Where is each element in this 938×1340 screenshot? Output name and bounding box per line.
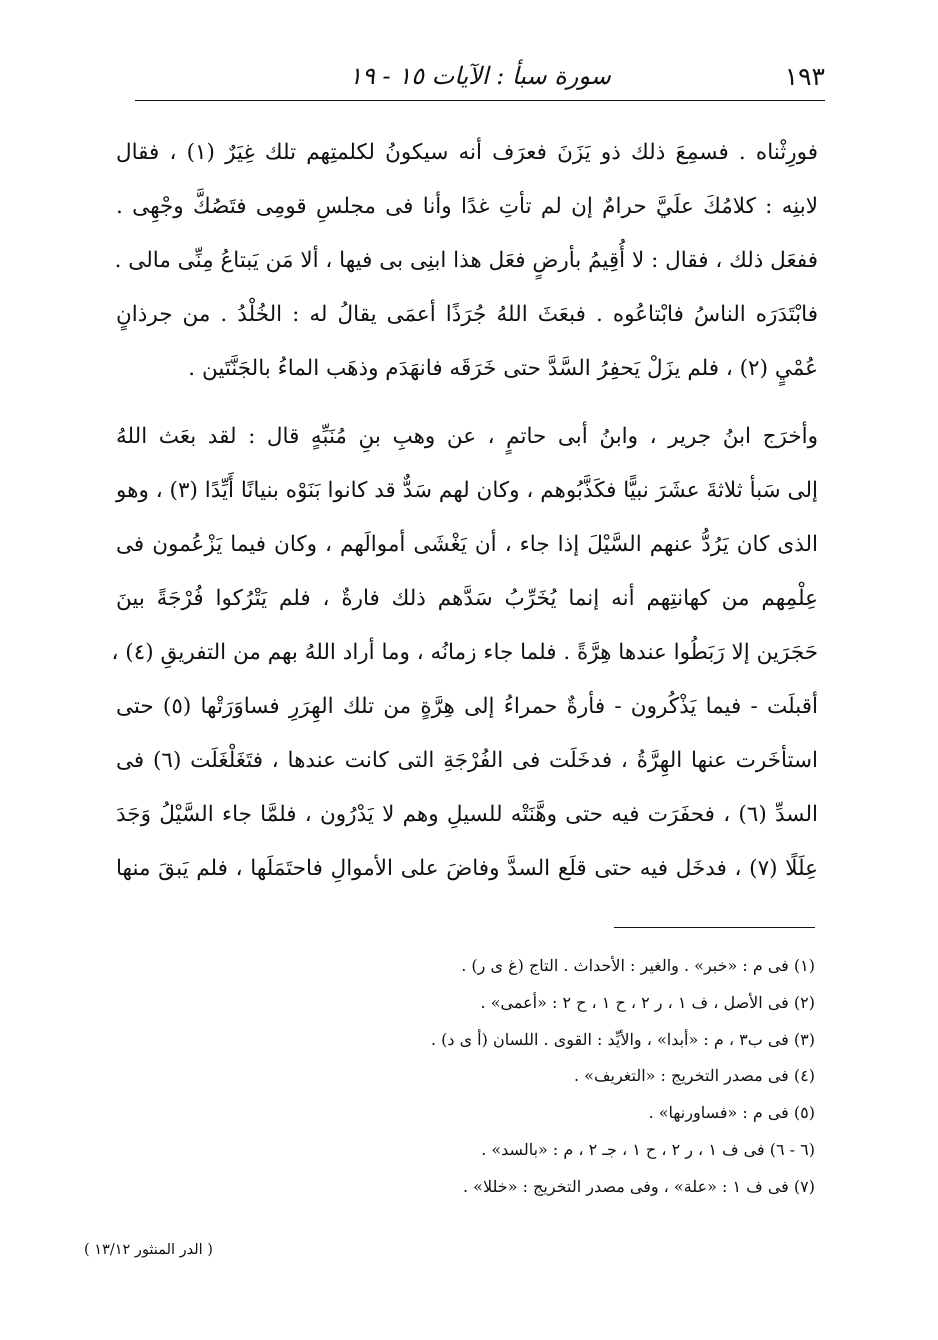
text-line: عِلْمِهم من كهانتِهم أنه إنما يُخَرِّبُ سَدَّهم ذلك فارةٌ ، فلم يَتْرُكوا فُرْجَةً بينَ bbox=[116, 586, 818, 611]
text-line: حَجَرَين إلا رَبَطُوا عندها هِرَّةً . فلما جاء زمانُه ، وما أراد اللهُ بهم من التفريقِ (٤) ، bbox=[111, 640, 818, 665]
text-line: استأخَرت عنها الهِرَّةُ ، فدخَلَت فى الفُرْجَةِ التى كانت عندها ، فتَغَلْغَلَت (٦) فى bbox=[116, 748, 819, 773]
text-line: فورِثْناه . فسمِعَ ذلك ذو يَزَنَ فعرَف أنه سيكونُ لكلمتِهم تلك غِيَرٌ (١) ، فقال bbox=[116, 140, 818, 165]
footnote: (٦ - ٦) فى ف ١ ، ر ٢ ، ح ١ ، جـ ٢ ، م : «بالسد» . bbox=[481, 1139, 815, 1159]
page-number: ١٩٣ bbox=[784, 62, 825, 91]
main-text bbox=[111, 126, 819, 896]
source-reference: ( الدر المنثور ١٣/١٢ ) bbox=[84, 1242, 213, 1258]
text-line: وأخرَج ابنُ جرير ، وابنُ أبى حاتمٍ ، عن وهبِ بنِ مُنَبِّهٍ قال : لقد بعَث اللهُ bbox=[116, 424, 818, 449]
running-title: سورة سبأ : الآيات ١٥ - ١٩ bbox=[349, 62, 611, 90]
text-line: عِلَلًا (٧) ، فدخَل فيه حتى قلَع السدَّ وفاضَ على الأموالِ فاحتَمَلَها ، فلم يَبقَ منها bbox=[116, 856, 818, 881]
text-line: لابنِه : كلامُكَ علَيَّ حرامٌ إن لم تأتِ غدًا وأنا فى مجلسِ قومِى فتَصُكَّ وجْهِى . bbox=[116, 194, 818, 219]
text-line: السدِّ (٦) ، فحفَرَت فيه حتى وهَّنَتْه للسيلِ وهم لا يَدْرُون ، فلمَّا جاء السَّيْلُ وَجَدَ bbox=[116, 802, 818, 827]
footnote: (٧) فى ف ١ : «علة» ، وفى مصدر التخريج : «خللا» . bbox=[463, 1176, 815, 1196]
text-line: فابْتَدَرَه الناسُ فابْتاعُوه . فبعَثَ اللهُ جُرَذًا أعمَى يقالُ له : الخُلْدُ . من جرذانٍ bbox=[116, 302, 818, 327]
text-line: الذى كان يَرُدُّ عنهم السَّيْلَ إذا جاء ، أن يَغْشَى أموالَهم ، وكان فيما يَزْعُمون فى bbox=[116, 532, 819, 557]
text-line: ففعَل ذلك ، فقال : لا أُقِيمُ بأرضٍ فعَل هذا ابنِى بى فيها ، ألا مَن يَبتاعُ مِنِّى مالى . bbox=[114, 248, 818, 273]
footnote: (٢) فى الأصل ، ف ١ ، ر ٢ ، ح ١ ، ح ٢ : «أعمى» . bbox=[480, 992, 815, 1012]
paragraph-gap bbox=[116, 396, 818, 410]
footnote: (٤) فى مصدر التخريج : «التغريف» . bbox=[573, 1066, 815, 1086]
text-line: أقبلَت - فيما يَذْكُرون - فأرةٌ حمراءُ إلى هِرَّةٍ من تلك الهِرَرِ فساوَرَتْها (٥) حتى bbox=[116, 694, 818, 719]
footnote-separator bbox=[614, 927, 815, 928]
footnotes bbox=[255, 948, 815, 1206]
footnote: (٥) فى م : «فساورنها» . bbox=[648, 1103, 815, 1123]
footnote: (١) فى م : «خبر» . والغير : الأحداث . التاج (غ ى ر) . bbox=[461, 956, 815, 975]
text-line: إلى سَبأ ثلاثةَ عشَرَ نبيًّا فكَذَّبُوهم ، وكان لهم سَدٌّ قد كانوا بَنَوْه بنيانًا أَيِّدًا (٣) ، وهو bbox=[116, 478, 819, 503]
page-header bbox=[135, 60, 825, 101]
text-line: عُمْيٍ (٢) ، فلم يزَلْ يَحفِرُ السَّدَّ حتى خَرَقَه فانهَدَم وذهَب الماءُ بالجَنَّتَين . bbox=[188, 356, 818, 381]
footnote: (٣) فى ب٣ ، م : «أبدا» ، والأيِّد : القوى . اللسان (أ ى د) . bbox=[430, 1029, 815, 1049]
